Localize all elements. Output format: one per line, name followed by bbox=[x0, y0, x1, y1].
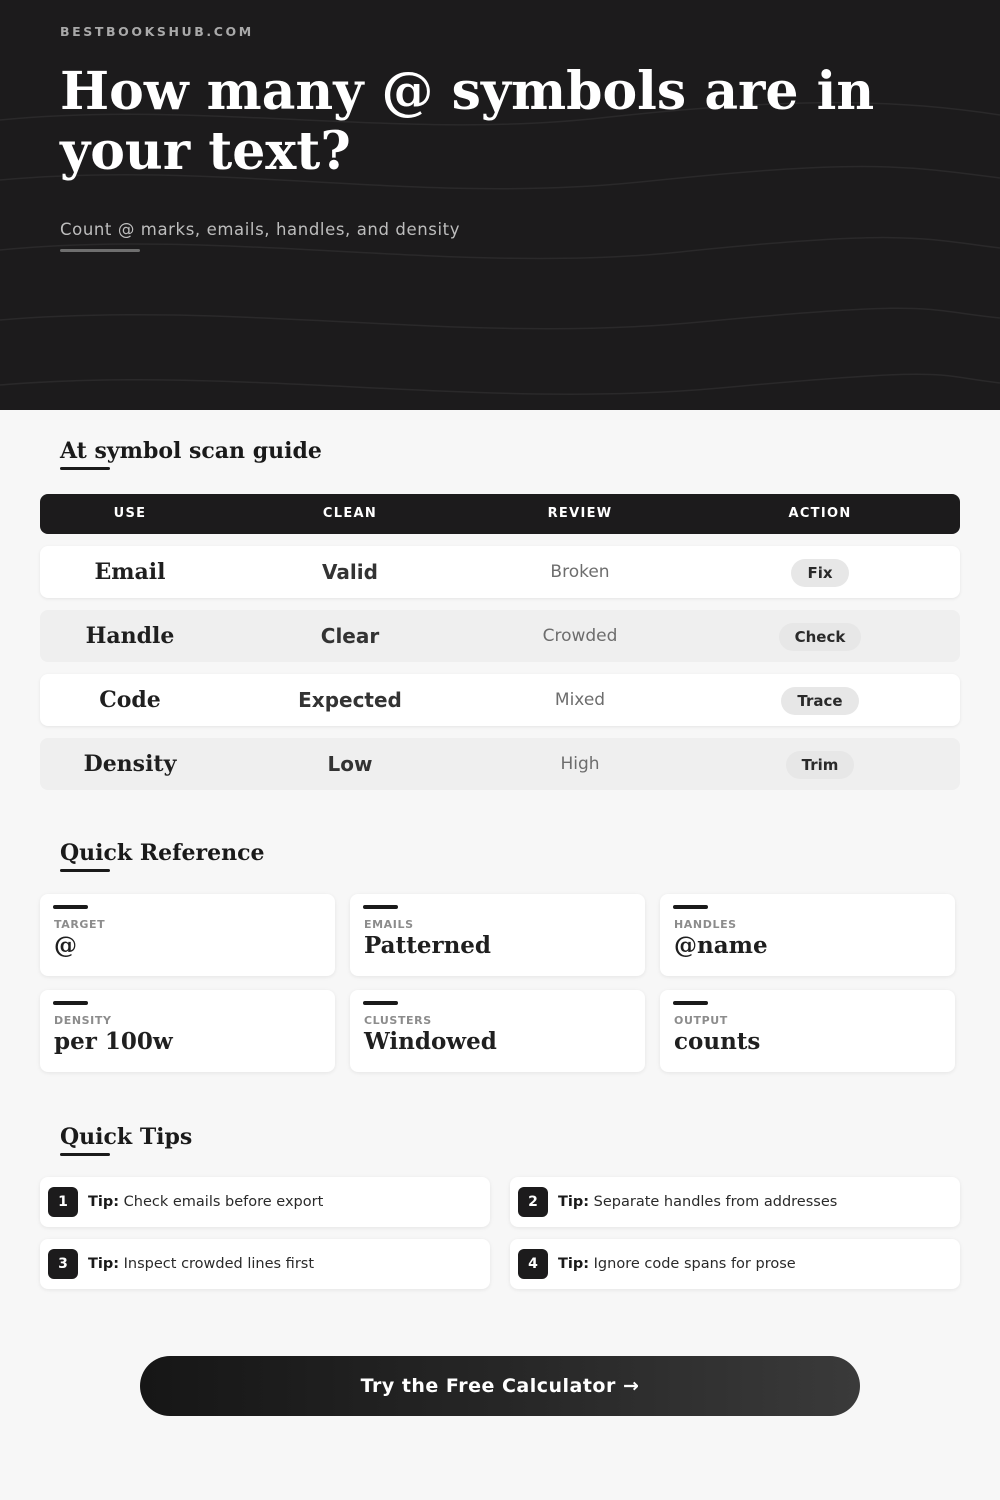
cell-use: Handle bbox=[85, 623, 175, 649]
card-label: DENSITY bbox=[54, 1014, 112, 1027]
card-accent-bar bbox=[53, 905, 88, 909]
reference-title: Quick Reference bbox=[60, 840, 265, 866]
action-badge: Check bbox=[779, 623, 862, 651]
header-clean: CLEAN bbox=[322, 506, 378, 521]
card-accent-bar bbox=[363, 1001, 398, 1005]
tip-item bbox=[510, 1177, 960, 1227]
guide-title: At symbol scan guide bbox=[60, 438, 322, 464]
card-accent-bar bbox=[673, 905, 708, 909]
action-badge: Trace bbox=[781, 687, 858, 715]
tips-title: Quick Tips bbox=[60, 1124, 193, 1150]
cell-action bbox=[730, 546, 910, 598]
card-value: Windowed bbox=[364, 1028, 497, 1055]
tip-body: Separate handles from addresses bbox=[593, 1194, 838, 1210]
reference-card-clusters bbox=[350, 990, 645, 1072]
card-value: @ bbox=[54, 932, 77, 959]
tip-prefix: Tip: bbox=[558, 1256, 590, 1272]
card-accent-bar bbox=[53, 1001, 88, 1005]
tip-text bbox=[88, 1177, 323, 1227]
cell-action bbox=[730, 738, 910, 790]
action-badge: Fix bbox=[791, 559, 848, 587]
tip-body: Inspect crowded lines first bbox=[123, 1256, 315, 1272]
cell-review: Mixed bbox=[554, 690, 606, 710]
action-badge: Trim bbox=[786, 751, 855, 779]
hero-banner bbox=[0, 0, 1000, 410]
tip-text bbox=[558, 1177, 837, 1227]
tip-number: 3 bbox=[48, 1249, 78, 1279]
cell-clean: Clear bbox=[320, 624, 380, 648]
reference-card-handles bbox=[660, 894, 955, 976]
tip-number: 1 bbox=[48, 1187, 78, 1217]
try-calculator-button[interactable]: Try the Free Calculator → bbox=[140, 1356, 860, 1416]
cell-review: High bbox=[560, 754, 600, 774]
table-row bbox=[40, 546, 960, 598]
tips-title-underline bbox=[60, 1153, 110, 1156]
card-label: EMAILS bbox=[364, 918, 414, 931]
cell-review: Crowded bbox=[542, 626, 618, 646]
cell-clean: Low bbox=[327, 752, 373, 776]
card-value: counts bbox=[674, 1028, 761, 1055]
tip-number: 2 bbox=[518, 1187, 548, 1217]
tip-number: 4 bbox=[518, 1249, 548, 1279]
tip-prefix: Tip: bbox=[88, 1194, 120, 1210]
tip-text bbox=[558, 1239, 796, 1289]
header-use: USE bbox=[113, 506, 147, 521]
tip-prefix: Tip: bbox=[558, 1194, 590, 1210]
card-value: @name bbox=[674, 932, 768, 959]
cell-review: Broken bbox=[550, 562, 610, 582]
subtitle-underline bbox=[60, 249, 140, 252]
cell-action bbox=[730, 610, 910, 662]
reference-title-underline bbox=[60, 869, 110, 872]
guide-table-header bbox=[40, 494, 960, 534]
cell-clean: Valid bbox=[322, 560, 378, 584]
tip-body: Check emails before export bbox=[123, 1194, 324, 1210]
tip-item bbox=[510, 1239, 960, 1289]
card-label: HANDLES bbox=[674, 918, 737, 931]
header-review: REVIEW bbox=[547, 506, 613, 521]
site-label: BESTBOOKSHUB.COM bbox=[60, 24, 254, 39]
cell-action bbox=[730, 674, 910, 726]
reference-card-density bbox=[40, 990, 335, 1072]
reference-card-target bbox=[40, 894, 335, 976]
reference-card-emails bbox=[350, 894, 645, 976]
cell-use: Email bbox=[94, 559, 166, 585]
cell-use: Code bbox=[99, 687, 161, 713]
tip-item bbox=[40, 1177, 490, 1227]
tip-text bbox=[88, 1239, 314, 1289]
tip-item bbox=[40, 1239, 490, 1289]
guide-title-underline bbox=[60, 467, 110, 470]
card-label: TARGET bbox=[54, 918, 106, 931]
card-label: OUTPUT bbox=[674, 1014, 728, 1027]
card-accent-bar bbox=[363, 905, 398, 909]
reference-card-output bbox=[660, 990, 955, 1072]
card-value: per 100w bbox=[54, 1028, 173, 1055]
table-row bbox=[40, 674, 960, 726]
header-action: ACTION bbox=[788, 506, 852, 521]
cell-use: Density bbox=[83, 751, 177, 777]
card-accent-bar bbox=[673, 1001, 708, 1005]
page-subtitle: Count @ marks, emails, handles, and density bbox=[60, 220, 461, 239]
cell-clean: Expected bbox=[298, 688, 402, 712]
table-row bbox=[40, 610, 960, 662]
card-value: Patterned bbox=[364, 932, 492, 959]
tip-body: Ignore code spans for prose bbox=[593, 1256, 796, 1272]
table-row bbox=[40, 738, 960, 790]
tip-prefix: Tip: bbox=[88, 1256, 120, 1272]
card-label: CLUSTERS bbox=[364, 1014, 432, 1027]
page-title: How many @ symbols are in your text? bbox=[60, 61, 875, 182]
